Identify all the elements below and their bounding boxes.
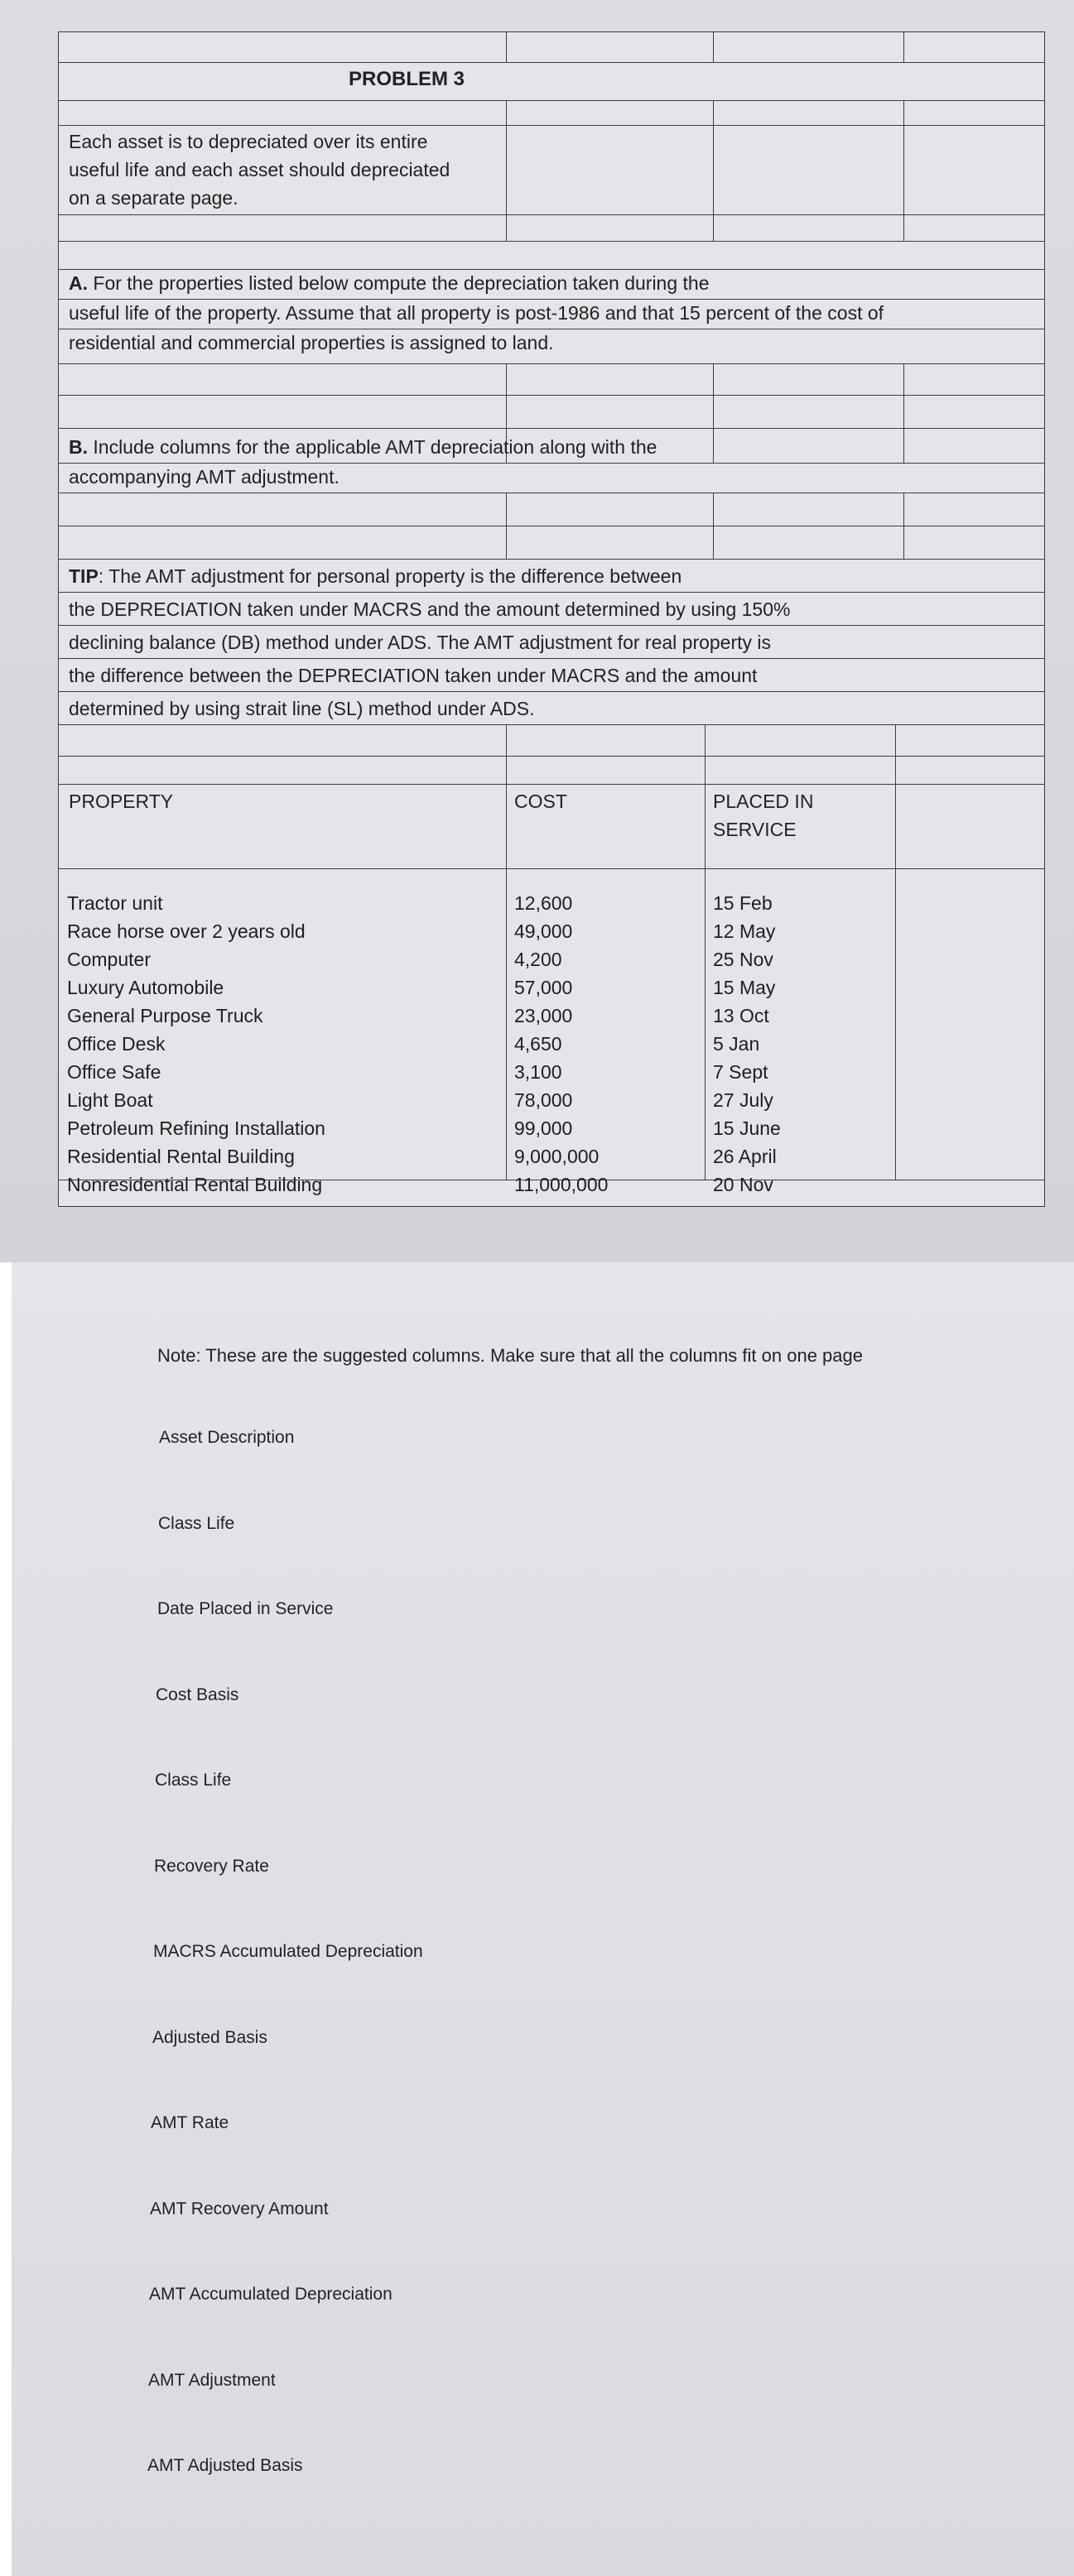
- tip-line: determined by using strait line (SL) method under ADS.: [69, 698, 535, 719]
- grid-line: [713, 363, 714, 463]
- cost-cell: 49,000: [514, 920, 573, 942]
- property-cell: Luxury Automobile: [67, 977, 224, 998]
- cost-cell: 99,000: [514, 1117, 573, 1139]
- section-b-line: accompanying AMT adjustment.: [69, 466, 340, 488]
- tip-line: the DEPRECIATION taken under MACRS and the amount determined by using 150%: [69, 598, 791, 620]
- suggested-column-item: Cost Basis: [156, 1685, 239, 1704]
- suggested-column-item: Recovery Rate: [154, 1857, 269, 1876]
- suggested-column-item: Class Life: [155, 1771, 232, 1790]
- placed-in-service-cell: 25 Nov: [713, 949, 773, 970]
- header-placed-in: PLACED IN: [713, 791, 814, 812]
- grid-line: [903, 100, 904, 241]
- grid-line: [506, 100, 507, 241]
- grid-line: [59, 428, 1044, 429]
- tip-line: the difference between the DEPRECIATION taken under MACRS and the amount: [69, 665, 758, 686]
- grid-line: [903, 363, 904, 463]
- grid-line: [895, 724, 896, 1180]
- spreadsheet-grid: [58, 31, 1045, 1207]
- grid-line: [506, 32, 507, 62]
- property-cell: Nonresidential Rental Building: [67, 1174, 323, 1195]
- placed-in-service-cell: 15 June: [713, 1117, 781, 1139]
- cost-cell: 3,100: [514, 1061, 562, 1083]
- suggested-column-item: AMT Recovery Amount: [150, 2199, 329, 2218]
- cost-cell: 4,200: [514, 949, 562, 970]
- grid-line: [59, 395, 1044, 396]
- section-b-label: B.: [69, 436, 88, 458]
- cost-cell: 57,000: [514, 977, 573, 998]
- property-cell: Petroleum Refining Installation: [67, 1117, 325, 1139]
- property-cell: Office Desk: [67, 1033, 166, 1055]
- grid-line: [59, 592, 1044, 593]
- tip-line: [69, 562, 681, 590]
- cost-cell: 9,000,000: [514, 1146, 600, 1167]
- grid-line: [705, 724, 706, 1180]
- grid-line: [59, 691, 1044, 692]
- placed-in-service-cell: 26 April: [713, 1146, 777, 1167]
- header-property: PROPERTY: [69, 791, 174, 812]
- suggested-column-item: Asset Description: [159, 1428, 295, 1447]
- placed-in-service-cell: 15 Feb: [713, 892, 773, 914]
- suggested-column-item: AMT Adjusted Basis: [147, 2456, 303, 2475]
- section-a-label: A.: [69, 272, 88, 294]
- property-cell: Residential Rental Building: [67, 1146, 295, 1167]
- section-a-line: useful life of the property. Assume that all property is post-1986 and that 15 percent of the cost of: [69, 302, 884, 324]
- suggested-column-item: AMT Accumulated Depreciation: [149, 2285, 393, 2304]
- cost-cell: 23,000: [514, 1005, 573, 1026]
- section-a-line: [69, 269, 710, 297]
- cost-cell: 4,650: [514, 1033, 562, 1055]
- section-a-text: For the properties listed below compute the depreciation taken during the: [93, 272, 710, 294]
- grid-line: [713, 100, 714, 241]
- property-cell: Race horse over 2 years old: [67, 920, 306, 942]
- intro-line: Each asset is to depreciated over its entire: [69, 131, 428, 152]
- cost-cell: 11,000,000: [514, 1174, 609, 1195]
- grid-line: [903, 493, 904, 559]
- grid-line: [59, 241, 1044, 242]
- grid-line: [59, 62, 1044, 63]
- grid-line: [506, 493, 507, 559]
- placed-in-service-cell: 15 May: [713, 977, 776, 998]
- property-cell: Light Boat: [67, 1089, 153, 1111]
- grid-line: [59, 125, 1044, 126]
- grid-line: [59, 100, 1044, 101]
- property-cell: Office Safe: [67, 1061, 161, 1083]
- section-a-line: residential and commercial properties is assigned to land.: [69, 332, 554, 353]
- suggested-columns-photo: [12, 1262, 1074, 2576]
- property-cell: General Purpose Truck: [67, 1005, 263, 1026]
- placed-in-service-cell: 13 Oct: [713, 1005, 769, 1026]
- grid-line: [713, 32, 714, 62]
- cost-cell: 12,600: [514, 892, 573, 914]
- grid-line: [59, 724, 1044, 725]
- intro-line: on a separate page.: [69, 187, 238, 209]
- grid-line: [59, 363, 1044, 364]
- grid-line: [59, 559, 1044, 560]
- suggested-column-item: Date Placed in Service: [157, 1599, 334, 1618]
- grid-line: [59, 214, 1044, 215]
- suggested-column-item: Class Life: [158, 1514, 235, 1533]
- problem-title: PROBLEM 3: [349, 68, 465, 90]
- suggested-column-item: AMT Adjustment: [148, 2371, 276, 2390]
- suggested-column-item: Adjusted Basis: [152, 2028, 267, 2047]
- placed-in-service-cell: 7 Sept: [713, 1061, 768, 1083]
- tip-text: : The AMT adjustment for personal property is the difference between: [98, 565, 682, 587]
- cost-cell: 78,000: [514, 1089, 573, 1111]
- property-cell: Computer: [67, 949, 151, 970]
- section-b-line: [69, 433, 657, 461]
- grid-line: [903, 32, 904, 62]
- property-cell: Tractor unit: [67, 892, 163, 914]
- grid-line: [59, 784, 1044, 785]
- placed-in-service-cell: 12 May: [713, 920, 776, 942]
- placed-in-service-cell: 5 Jan: [713, 1033, 760, 1055]
- placed-in-service-cell: 20 Nov: [713, 1174, 773, 1195]
- suggested-column-item: MACRS Accumulated Depreciation: [153, 1942, 423, 1961]
- grid-line: [59, 868, 1044, 869]
- suggested-column-item: AMT Rate: [151, 2113, 229, 2132]
- spreadsheet-photo: [0, 0, 1074, 1262]
- grid-line: [713, 493, 714, 559]
- grid-line: [506, 724, 507, 1180]
- section-b-text: Include columns for the applicable AMT depreciation along with the: [93, 436, 657, 458]
- columns-note: Note: These are the suggested columns. Make sure that all the columns fit on one page: [157, 1345, 863, 1366]
- tip-line: declining balance (DB) method under ADS. The AMT adjustment for real property is: [69, 632, 772, 653]
- placed-in-service-cell: 27 July: [713, 1089, 773, 1111]
- intro-line: useful life and each asset should depreciated: [69, 159, 450, 180]
- grid-line: [59, 625, 1044, 626]
- header-service: SERVICE: [713, 819, 797, 840]
- header-cost: COST: [514, 791, 567, 812]
- grid-line: [59, 756, 1044, 757]
- grid-line: [59, 658, 1044, 659]
- tip-label: TIP: [69, 565, 99, 587]
